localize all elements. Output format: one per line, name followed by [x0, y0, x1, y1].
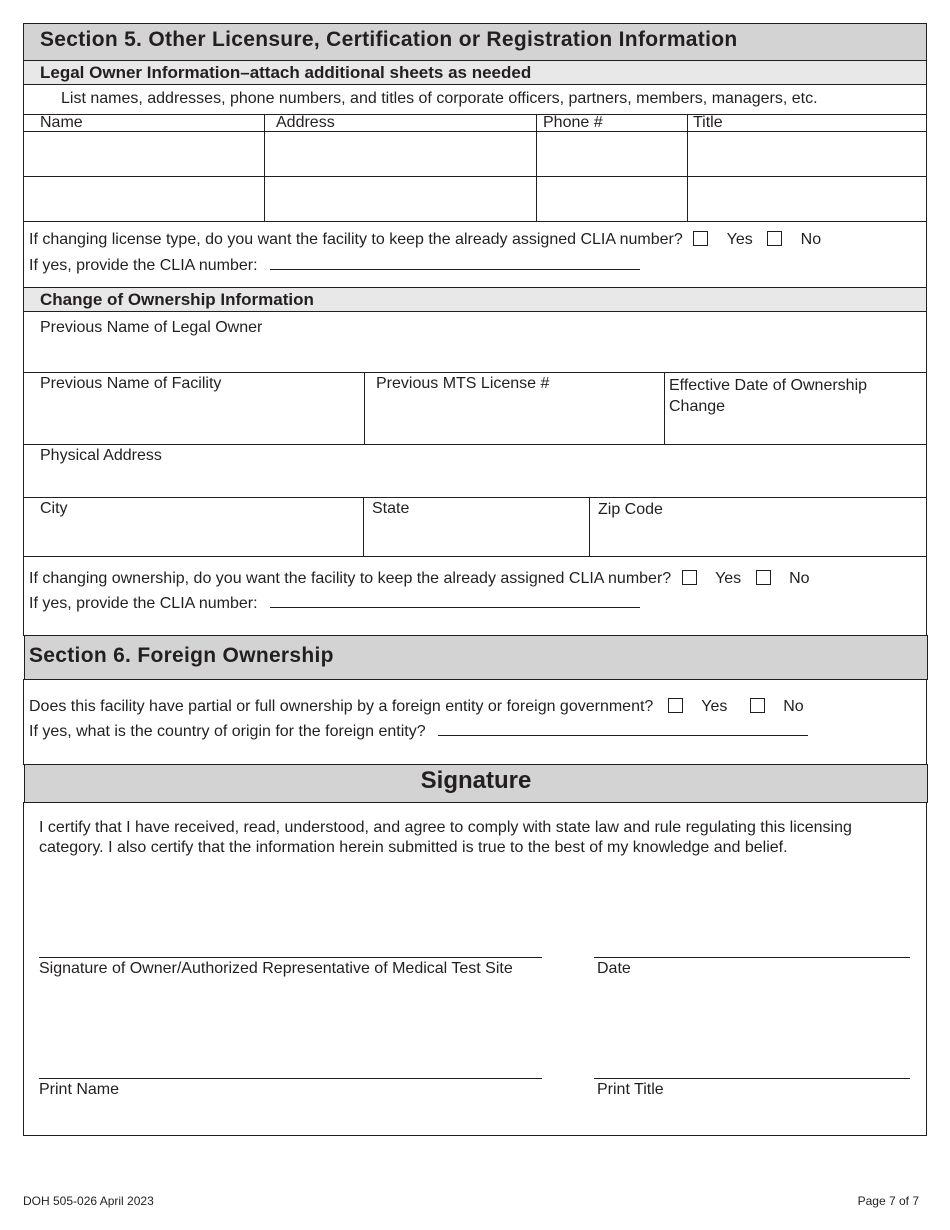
- footer-form-id: DOH 505-026 April 2023: [23, 1194, 154, 1208]
- ownership-change-clia-row: [29, 593, 640, 613]
- city-label: City: [40, 500, 68, 517]
- section6-title: Section 6. Foreign Ownership: [29, 644, 334, 667]
- legal-owner-header: Legal Owner Information–attach additional sheets as needed: [40, 63, 532, 82]
- effective-date-field[interactable]: [665, 418, 925, 443]
- signature-label: Signature of Owner/Authorized Representative of Medical Test Site: [39, 960, 513, 977]
- foreign-ownership-question-row: [29, 698, 804, 716]
- previous-facility-field[interactable]: [25, 398, 363, 443]
- foreign-ownership-question: Does this facility have partial or full ownership by a foreign entity or foreign government?: [29, 698, 654, 715]
- license-change-clia-field[interactable]: [270, 255, 640, 270]
- foreign-ownership-yes-checkbox[interactable]: [668, 698, 683, 713]
- foreign-country-prompt: If yes, what is the country of origin for the foreign entity?: [29, 723, 426, 740]
- state-label: State: [372, 500, 410, 517]
- ownership-change-no-checkbox[interactable]: [756, 570, 771, 585]
- license-change-yes-label: Yes: [726, 231, 753, 248]
- zip-field[interactable]: [590, 522, 925, 555]
- owner-row2-name-field[interactable]: [25, 177, 263, 220]
- owner-row2-address-field[interactable]: [265, 177, 535, 220]
- license-change-yes-checkbox[interactable]: [693, 231, 708, 246]
- ownership-change-yes-checkbox[interactable]: [682, 570, 697, 585]
- signature-line[interactable]: [39, 957, 542, 958]
- foreign-ownership-no-checkbox[interactable]: [750, 698, 765, 713]
- column-header-phone: Phone #: [543, 114, 603, 131]
- license-change-no-checkbox[interactable]: [767, 231, 782, 246]
- license-change-clia-row: [29, 255, 640, 275]
- previous-owner-label: Previous Name of Legal Owner: [40, 319, 263, 336]
- legal-owner-instruction: List names, addresses, phone numbers, and titles of corporate officers, partners, members, managers, etc.: [61, 90, 818, 107]
- previous-mts-field[interactable]: [365, 398, 663, 443]
- print-title-label: Print Title: [597, 1081, 664, 1098]
- column-header-address: Address: [276, 114, 335, 131]
- ownership-change-question-row: [29, 570, 810, 588]
- owner-row2-title-field[interactable]: [688, 177, 925, 220]
- physical-address-label: Physical Address: [40, 447, 162, 464]
- foreign-ownership-yes-label: Yes: [701, 698, 728, 715]
- effective-date-label: Effective Date of Ownership Change: [669, 377, 868, 415]
- city-field[interactable]: [25, 522, 362, 555]
- print-name-line[interactable]: [39, 1078, 542, 1079]
- section5-title: Section 5. Other Licensure, Certification or Registration Information: [40, 28, 738, 51]
- ownership-change-clia-field[interactable]: [270, 593, 640, 608]
- license-change-no-label: No: [800, 231, 822, 248]
- print-title-line[interactable]: [594, 1078, 910, 1079]
- physical-address-field[interactable]: [25, 468, 925, 496]
- foreign-country-row: [29, 721, 808, 741]
- license-change-question-row: [29, 231, 821, 249]
- legal-owner-header-bar: [24, 61, 926, 85]
- zip-label: Zip Code: [598, 501, 663, 518]
- ownership-change-question: If changing ownership, do you want the facility to keep the already assigned CLIA number?: [29, 570, 672, 587]
- section5-title-bar: [24, 24, 926, 61]
- foreign-country-field[interactable]: [438, 721, 808, 736]
- column-header-title: Title: [693, 114, 723, 131]
- previous-facility-label: Previous Name of Facility: [40, 375, 222, 392]
- ownership-change-yes-label: Yes: [715, 570, 742, 587]
- footer-page-number: Page 7 of 7: [857, 1194, 919, 1208]
- owner-row1-phone-field[interactable]: [537, 132, 686, 175]
- owner-row2-phone-field[interactable]: [537, 177, 686, 220]
- owner-row1-address-field[interactable]: [265, 132, 535, 175]
- certification-text: I certify that I have received, read, understood, and agree to comply with state law and rule regulating this licensing category. I also certify that the information herein submitted is true to the best of my knowledge and belief.: [39, 819, 852, 856]
- ownership-change-clia-prompt: If yes, provide the CLIA number:: [29, 595, 258, 612]
- date-label: Date: [597, 960, 631, 977]
- owner-row1-title-field[interactable]: [688, 132, 925, 175]
- foreign-ownership-no-label: No: [783, 698, 804, 715]
- previous-owner-field[interactable]: [25, 340, 925, 371]
- change-ownership-header: Change of Ownership Information: [40, 290, 314, 309]
- ownership-change-no-label: No: [789, 570, 810, 587]
- change-ownership-header-bar: [24, 288, 926, 312]
- owner-row1-name-field[interactable]: [25, 132, 263, 175]
- print-name-label: Print Name: [39, 1081, 120, 1098]
- previous-mts-label: Previous MTS License #: [376, 375, 550, 392]
- state-field[interactable]: [364, 522, 588, 555]
- license-change-clia-prompt: If yes, provide the CLIA number:: [29, 257, 258, 274]
- signature-title-bar: [24, 764, 928, 803]
- signature-title: Signature: [420, 767, 532, 794]
- section6-title-bar: [24, 635, 928, 680]
- date-line[interactable]: [594, 957, 910, 958]
- license-change-question: If changing license type, do you want the facility to keep the already assigned CLIA number?: [29, 231, 683, 248]
- column-header-name: Name: [40, 114, 83, 131]
